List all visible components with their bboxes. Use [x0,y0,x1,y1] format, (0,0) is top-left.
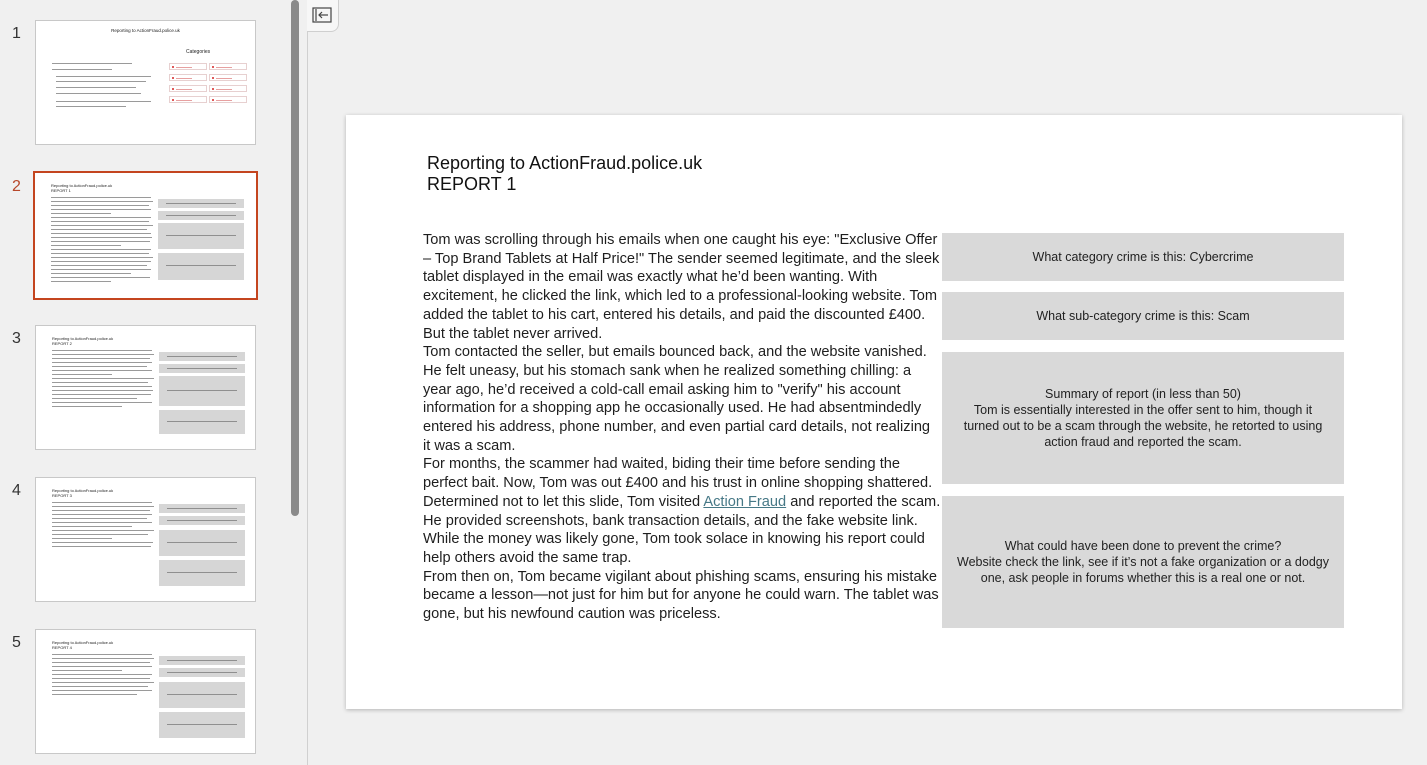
collapse-thumbnail-pane-button[interactable] [307,0,339,32]
subcategory-box[interactable] [942,292,1344,340]
thumbnail-categories-heading: Categories [186,49,211,55]
slide-title-line-1: Reporting to ActionFraud.police.uk [427,153,703,173]
thumbnail-number: 2 [12,178,21,195]
slide-thumbnail-5[interactable] [35,629,256,754]
story-paragraph: From then on, Tom became vigilant about phishing scams, ensuring his mistake became a lesson—not just for him but for anyone he could warn. The tablet was gone, but his newfound caution was priceless. [423,568,939,623]
summary-heading: Summary of report (in less than 50) [1045,387,1241,401]
thumbnail-number: 5 [12,634,21,651]
slide-title[interactable] [427,153,702,195]
thumbnail-number: 1 [12,25,21,42]
thumbnail-title: Reporting to ActionFraud.police.uk [111,28,180,33]
collapse-pane-icon [312,7,332,23]
thumbnail-row-3 [0,325,290,453]
summary-box[interactable] [942,352,1344,484]
thumbnail-number: 4 [12,482,21,499]
thumbnail-number: 3 [12,330,21,347]
thumbnail-title: Reporting to ActionFraud.police.uk REPORT 1 [51,183,113,193]
subcategory-text: What sub-category crime is this: Scam [1036,309,1250,323]
story-paragraph: Determined not to let this slide, Tom visited Action Fraud and reported the scam. He provided screenshots, bank transaction details, and the fake website link. While the money was likely gone, Tom took solace in knowing his report could help others avoid the same trap. [423,493,941,566]
pane-divider [307,0,308,765]
prevention-text: Website check the link, see if it’s not a fake organization or a dodgy one, ask people in forums whether this is a real one or not. [957,555,1329,585]
category-text: What category crime is this: Cybercrime [1032,250,1254,264]
story-paragraph: For months, the scammer had waited, biding their time before sending the perfect bait. Now, Tom was out £400 and his trust in online shopping shattered. [423,456,933,492]
story-paragraph: Tom contacted the seller, but emails bounced back, and the website vanished. He felt uneasy, but his stomach sank when he realized something chilling: a year ago, he’d received a cold-call email asking him to "verify" his account information for a shopping app he occasionally used. He had absentmindedly entered his address, phone number, and even partial card details, not realizing it was a scam. [423,344,931,454]
thumbnail-title: Reporting to ActionFraud.police.uk REPORT 4 [52,640,114,650]
thumbnail-scroll-handle[interactable] [291,0,299,516]
thumbnail-row-5 [0,629,290,757]
slide-title-line-2: REPORT 1 [427,174,517,194]
story-paragraph: But the tablet never arrived. [423,325,603,342]
story-paragraph: Tom was scrolling through his emails when one caught his eye: "Exclusive Offer – Top Brand Tablets at Half Price!" The sender seemed legitimate, and the sleek tablet displayed in the email was exactly what he’d been wanting. With excitement, he clicked the link, which led to a professional-looking website. Tom added the tablet to his cart, entered his details, and paid the discounted £400. [423,232,940,323]
slide-thumbnail-4[interactable] [35,477,256,602]
slide-thumbnail-pane [0,0,290,765]
slide-thumbnail-3[interactable] [35,325,256,450]
slide-canvas[interactable] [346,115,1402,709]
category-box[interactable] [942,233,1344,281]
prevention-heading: What could have been done to prevent the crime? [1004,539,1282,553]
prevention-box[interactable] [942,496,1344,628]
summary-text: Tom is essentially interested in the offer sent to him, though it turned out to be a scam through the website, he retorted to using action fraud and reported the scam. [963,403,1323,449]
thumbnail-row-2 [0,173,290,301]
thumbnail-title: Reporting to ActionFraud.police.uk REPORT 3 [52,488,114,498]
slide-thumbnail-2[interactable] [33,171,258,300]
thumbnail-row-1 [0,20,290,148]
slide-thumbnail-1[interactable] [35,20,256,145]
thumbnail-row-4 [0,477,290,605]
thumbnail-scrollbar [290,0,300,765]
action-fraud-link[interactable]: Action Fraud [703,493,787,510]
thumbnail-title: Reporting to ActionFraud.police.uk REPORT 2 [52,336,114,346]
story-text-box[interactable] [423,231,941,624]
